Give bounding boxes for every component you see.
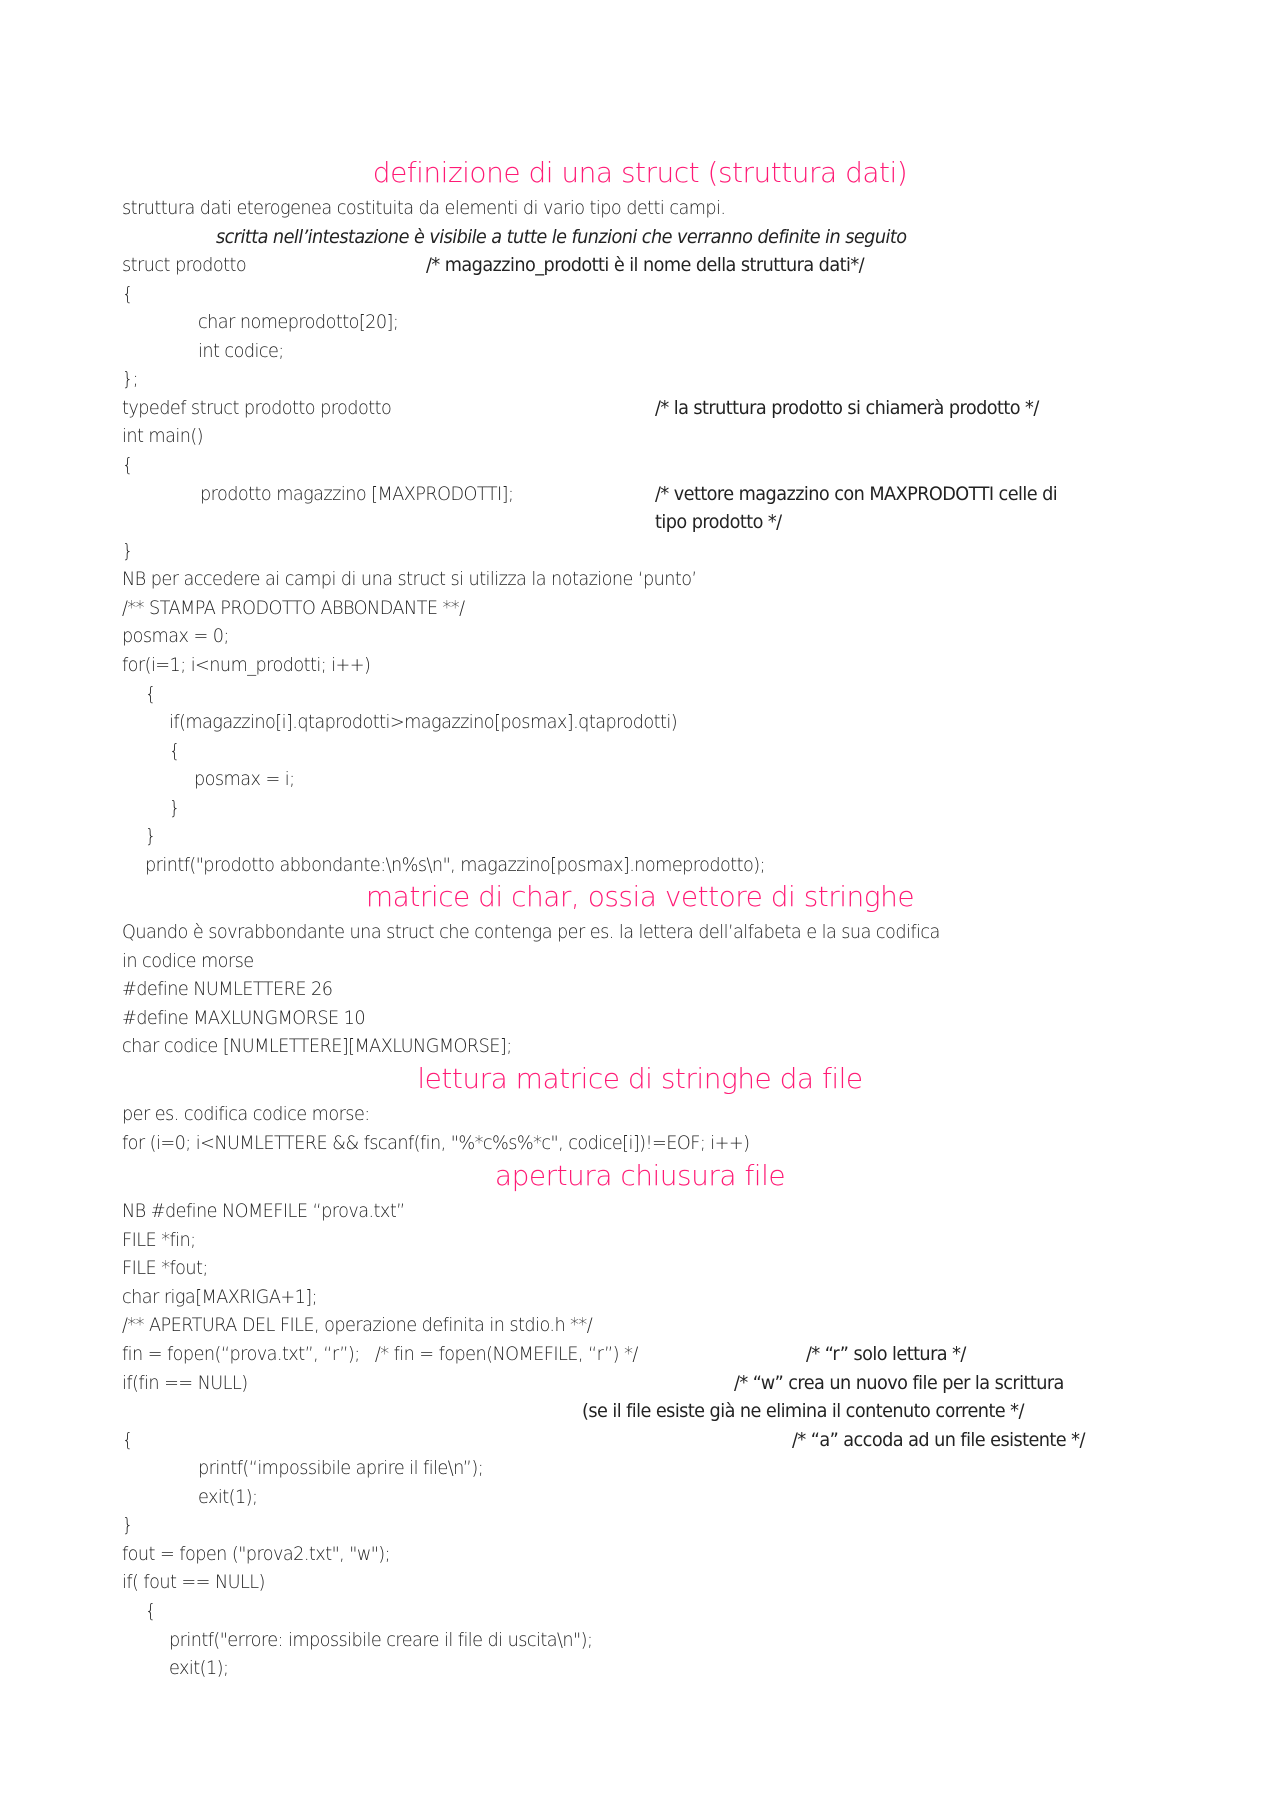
text-line: Quando è sovrabbondante una struct che contenga per es. la lettera dell’alfabeta e la sua codifica bbox=[122, 921, 940, 943]
text-line: in codice morse bbox=[122, 950, 254, 972]
section-heading-char-matrix: matrice di char, ossia vettore di stringhe bbox=[365, 880, 915, 913]
code-comment: /* magazzino_prodotti è il nome della struttura dati*/ bbox=[426, 254, 865, 276]
code-line: }; bbox=[122, 368, 139, 390]
code-line: prodotto magazzino [MAXPRODOTTI]; bbox=[200, 483, 514, 505]
code-line: { bbox=[169, 740, 180, 762]
code-line: if( fout == NULL) bbox=[122, 1571, 265, 1593]
section-heading-file-open-close: apertura chiusura file bbox=[494, 1159, 786, 1192]
code-comment: /* “w” crea un nuovo file per la scrittura bbox=[734, 1372, 1064, 1394]
section-heading-file-read: lettura matrice di stringhe da file bbox=[417, 1062, 863, 1095]
text-line: NB per accedere ai campi di una struct si utilizza la notazione ‘punto’ bbox=[122, 568, 697, 590]
code-line: fin = fopen(“prova.txt”, “r”); /* fin = fopen(NOMEFILE, “r”) */ bbox=[122, 1343, 638, 1365]
code-line: #define MAXLUNGMORSE 10 bbox=[122, 1007, 366, 1029]
code-line: int main() bbox=[122, 425, 204, 447]
code-line: exit(1); bbox=[169, 1657, 229, 1679]
code-line: } bbox=[122, 1514, 133, 1536]
code-line: } bbox=[122, 540, 133, 562]
code-line: fout = fopen ("prova2.txt", "w"); bbox=[122, 1543, 391, 1565]
text-line: per es. codifica codice morse: bbox=[122, 1103, 370, 1125]
code-line: char riga[MAXRIGA+1]; bbox=[122, 1286, 318, 1308]
code-line: { bbox=[122, 454, 133, 476]
code-line: { bbox=[122, 283, 133, 305]
code-line: char codice [NUMLETTERE][MAXLUNGMORSE]; bbox=[122, 1035, 512, 1057]
text-line-italic: scritta nell’intestazione è visibile a tutte le funzioni che verranno definite in seguito bbox=[216, 226, 907, 248]
code-line: FILE *fin; bbox=[122, 1229, 196, 1251]
code-line: printf("errore: impossibile creare il file di uscita\n"); bbox=[169, 1629, 593, 1651]
code-line: /** APERTURA DEL FILE, operazione definita in stdio.h **/ bbox=[122, 1314, 593, 1336]
code-line: int codice; bbox=[198, 340, 284, 362]
code-comment: /* “a” accoda ad un file esistente */ bbox=[792, 1429, 1085, 1451]
code-line: printf(“impossibile aprire il file\n”); bbox=[198, 1457, 484, 1479]
code-line: } bbox=[145, 825, 156, 847]
code-comment: /* la struttura prodotto si chiamerà prodotto */ bbox=[655, 397, 1039, 419]
code-line: posmax = i; bbox=[194, 768, 295, 790]
code-comment: (se il file esiste già ne elimina il contenuto corrente */ bbox=[582, 1400, 1024, 1422]
code-line: printf("prodotto abbondante:\n%s\n", magazzino[posmax].nomeprodotto); bbox=[145, 854, 766, 876]
code-line: { bbox=[145, 1600, 156, 1622]
code-line: exit(1); bbox=[198, 1486, 258, 1508]
code-line: if(magazzino[i].qtaprodotti>magazzino[posmax].qtaprodotti) bbox=[169, 711, 678, 733]
code-comment: tipo prodotto */ bbox=[655, 511, 782, 533]
code-line: for (i=0; i<NUMLETTERE && fscanf(fin, "%*c%s%*c", codice[i])!=EOF; i++) bbox=[122, 1132, 750, 1154]
section-heading-struct: definizione di una struct (struttura dati) bbox=[372, 156, 908, 189]
code-comment: /* vettore magazzino con MAXPRODOTTI celle di bbox=[655, 483, 1058, 505]
code-line: FILE *fout; bbox=[122, 1257, 208, 1279]
code-line: #define NUMLETTERE 26 bbox=[122, 978, 333, 1000]
code-line: char nomeprodotto[20]; bbox=[198, 311, 399, 333]
code-line: typedef struct prodotto prodotto bbox=[122, 397, 392, 419]
code-line: posmax = 0; bbox=[122, 625, 229, 647]
code-line: } bbox=[169, 797, 180, 819]
code-line: NB #define NOMEFILE “prova.txt” bbox=[122, 1200, 405, 1222]
code-line: { bbox=[145, 683, 156, 705]
code-line: { bbox=[122, 1429, 133, 1451]
code-line: for(i=1; i<num_prodotti; i++) bbox=[122, 654, 371, 676]
text-line: struttura dati eterogenea costituita da elementi di vario tipo detti campi. bbox=[122, 197, 726, 219]
code-comment: /* “r” solo lettura */ bbox=[806, 1343, 966, 1365]
code-line: struct prodotto bbox=[122, 254, 247, 276]
code-line: /** STAMPA PRODOTTO ABBONDANTE **/ bbox=[122, 597, 465, 619]
code-line: if(fin == NULL) bbox=[122, 1372, 248, 1394]
